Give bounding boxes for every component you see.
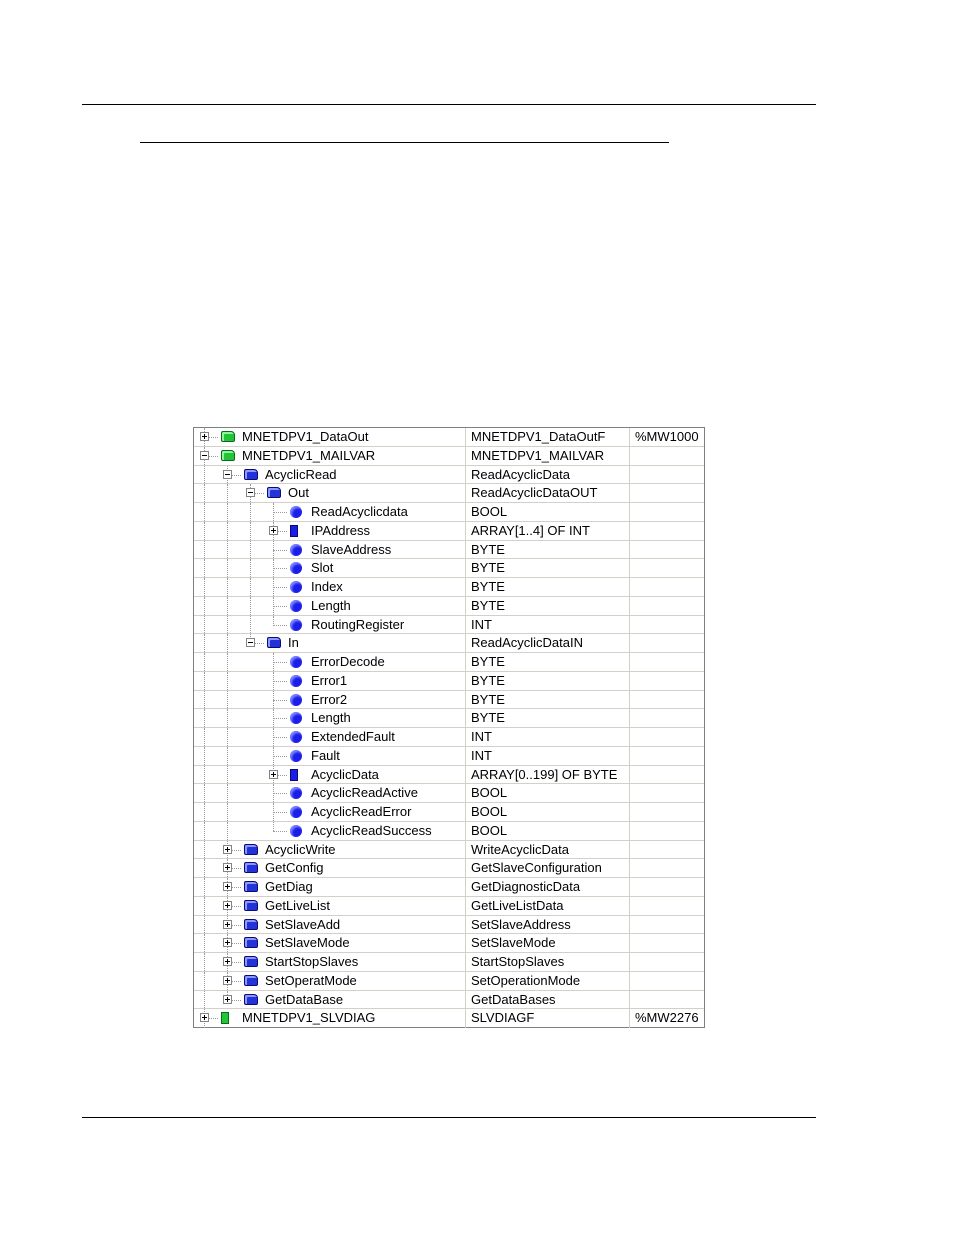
tree-row[interactable]: [194, 859, 704, 878]
tree-connector: [273, 662, 287, 663]
tree-guide-line: [204, 822, 205, 840]
variable-address: [630, 447, 711, 465]
name-cell[interactable]: [194, 522, 466, 540]
tree-connector: [273, 550, 287, 551]
variable-name: AcyclicReadSuccess: [311, 822, 432, 838]
collapse-icon[interactable]: [200, 451, 209, 460]
tree-guide-line: [204, 466, 205, 484]
variable-type: GetLiveListData: [466, 897, 630, 915]
variable-type: ReadAcyclicData: [466, 466, 630, 484]
variable-name: Error1: [311, 672, 348, 688]
variable-name: StartStopSlaves: [265, 954, 359, 969]
elementary-variable-icon: [290, 544, 302, 556]
expand-icon[interactable]: [269, 770, 278, 779]
name-cell[interactable]: [194, 766, 466, 784]
name-cell[interactable]: [194, 653, 466, 671]
variable-type: WriteAcyclicData: [466, 841, 630, 859]
tree-guide-line: [204, 934, 205, 952]
variable-type: GetDataBases: [466, 991, 630, 1009]
array-variable-icon: [221, 1012, 229, 1024]
tree-guide-line: [227, 766, 228, 784]
variable-type: BYTE: [466, 691, 630, 709]
tree-guide-line: [204, 559, 205, 577]
tree-guide-line: [204, 728, 205, 746]
elementary-variable-icon: [290, 600, 302, 612]
variable-name: GetConfig: [265, 860, 324, 876]
tree-guide-line: [250, 578, 251, 596]
tree-row[interactable]: [194, 916, 704, 935]
tree-row[interactable]: [194, 634, 704, 653]
variable-name: Slot: [311, 560, 334, 576]
tree-row[interactable]: [194, 803, 704, 822]
structure-element-icon: [244, 994, 258, 1005]
tree-connector: [273, 831, 287, 832]
tree-guide-line: [227, 691, 228, 709]
variable-name: SetOperatMode: [265, 972, 357, 988]
tree-row[interactable]: [194, 1009, 704, 1028]
variable-address: [630, 578, 711, 596]
variable-address: [630, 747, 711, 765]
name-cell[interactable]: [194, 916, 466, 934]
tree-guide-line: [204, 991, 205, 1009]
tree-connector: [273, 512, 287, 513]
name-cell[interactable]: [194, 822, 466, 840]
variable-tree-view[interactable]: [193, 427, 705, 1028]
variable-name: In: [288, 635, 299, 651]
elementary-variable-icon: [290, 506, 302, 518]
tree-guide-line: [204, 616, 205, 634]
name-cell[interactable]: [194, 447, 466, 465]
variable-type: BYTE: [466, 672, 630, 690]
tree-guide-line: [227, 822, 228, 840]
variable-address: [630, 991, 711, 1009]
variable-type: INT: [466, 747, 630, 765]
elementary-variable-icon: [290, 825, 302, 837]
name-cell[interactable]: [194, 841, 466, 859]
tree-guide-line: [227, 653, 228, 671]
structure-element-icon: [244, 844, 258, 855]
variable-name: GetDiag: [265, 879, 313, 894]
tree-guide-line: [227, 484, 228, 502]
variable-name: ReadAcyclicdata: [311, 504, 408, 519]
elementary-variable-icon: [290, 787, 302, 799]
elementary-variable-icon: [290, 694, 302, 706]
variable-address: [630, 953, 711, 971]
elementary-variable-icon: [290, 806, 302, 818]
variable-type: ReadAcyclicDataIN: [466, 634, 630, 652]
name-cell[interactable]: [194, 934, 466, 952]
variable-type: SLVDIAGF: [466, 1009, 630, 1028]
tree-row[interactable]: [194, 728, 704, 747]
variable-address: [630, 653, 711, 671]
tree-guide-line: [204, 691, 205, 709]
name-cell[interactable]: [194, 1009, 466, 1028]
variable-type: ARRAY[0..199] OF BYTE: [466, 766, 630, 784]
tree-connector: [273, 587, 287, 588]
tree-guide-line: [204, 972, 205, 990]
name-cell[interactable]: [194, 597, 466, 615]
variable-address: [630, 934, 711, 952]
tree-guide-line: [204, 541, 205, 559]
variable-name: RoutingRegister: [311, 616, 405, 632]
elementary-variable-icon: [290, 656, 302, 668]
structure-element-icon: [244, 937, 258, 948]
elementary-variable-icon: [290, 712, 302, 724]
array-element-icon: [290, 769, 298, 781]
variable-name: Length: [311, 710, 351, 726]
variable-name: SetSlaveMode: [265, 935, 350, 951]
expand-icon[interactable]: [223, 957, 232, 966]
variable-address: %MW2276: [635, 1010, 699, 1026]
variable-name: ErrorDecode: [311, 654, 385, 669]
tree-guide-line: [204, 672, 205, 690]
tree-row[interactable]: [194, 709, 704, 728]
variable-address: [630, 691, 711, 709]
tree-guide-line: [204, 709, 205, 727]
tree-guide-line: [227, 541, 228, 559]
tree-guide-line: [204, 747, 205, 765]
expand-icon[interactable]: [223, 976, 232, 985]
name-cell[interactable]: [194, 728, 466, 746]
structure-element-icon: [244, 862, 258, 873]
expand-icon[interactable]: [200, 1013, 209, 1022]
name-cell[interactable]: [194, 859, 466, 877]
collapse-icon[interactable]: [246, 488, 255, 497]
variable-type: BYTE: [466, 653, 630, 671]
variable-name: Index: [311, 579, 343, 594]
tree-row[interactable]: [194, 672, 704, 691]
tree-guide-line: [227, 634, 228, 652]
variable-name: SlaveAddress: [311, 541, 392, 557]
variable-type: INT: [466, 616, 630, 634]
tree-guide-line: [227, 503, 228, 521]
tree-connector: [273, 718, 287, 719]
variable-address: [630, 503, 711, 521]
structure-variable-icon: [221, 450, 235, 461]
name-cell[interactable]: [194, 672, 466, 690]
tree-connector: [273, 756, 287, 757]
tree-guide-line: [204, 897, 205, 915]
name-cell[interactable]: [194, 466, 466, 484]
variable-name: Fault: [311, 747, 340, 763]
variable-address: [630, 466, 711, 484]
tree-guide-line: [204, 841, 205, 859]
tree-guide-line: [204, 578, 205, 596]
tree-guide-line: [250, 522, 251, 540]
name-cell[interactable]: [194, 747, 466, 765]
tree-guide-line: [250, 541, 251, 559]
structure-element-icon: [244, 469, 258, 480]
variable-type: BYTE: [466, 709, 630, 727]
variable-address: [630, 484, 711, 502]
elementary-variable-icon: [290, 619, 302, 631]
expand-icon[interactable]: [200, 432, 209, 441]
elementary-variable-icon: [290, 562, 302, 574]
tree-guide-line: [227, 559, 228, 577]
variable-type: BOOL: [466, 784, 630, 802]
name-cell[interactable]: [194, 484, 466, 502]
tree-guide-line: [250, 503, 251, 521]
name-cell[interactable]: [194, 691, 466, 709]
expand-icon[interactable]: [223, 863, 232, 872]
tree-guide-line: [204, 916, 205, 934]
variable-address: [630, 672, 711, 690]
tree-row[interactable]: [194, 559, 704, 578]
name-cell[interactable]: [194, 709, 466, 727]
name-cell[interactable]: [194, 559, 466, 577]
variable-name: Out: [288, 485, 309, 501]
variable-name: AcyclicData: [311, 766, 379, 782]
variable-address: [630, 709, 711, 727]
tree-guide-line: [227, 784, 228, 802]
tree-row[interactable]: [194, 466, 704, 485]
elementary-variable-icon: [290, 675, 302, 687]
tree-connector: [273, 681, 287, 682]
tree-guide-line: [204, 653, 205, 671]
tree-row[interactable]: [194, 503, 704, 522]
tree-guide-line: [204, 503, 205, 521]
expand-icon[interactable]: [223, 995, 232, 1004]
tree-guide-line: [204, 597, 205, 615]
array-element-icon: [290, 525, 298, 537]
header-rule: [82, 104, 816, 105]
name-cell[interactable]: [194, 616, 466, 634]
tree-row[interactable]: [194, 578, 704, 597]
collapse-icon[interactable]: [223, 470, 232, 479]
name-cell[interactable]: [194, 972, 466, 990]
tree-row[interactable]: [194, 653, 704, 672]
tree-row[interactable]: [194, 897, 704, 916]
variable-type: StartStopSlaves: [466, 953, 630, 971]
name-cell[interactable]: [194, 897, 466, 915]
variable-type: GetDiagnosticData: [466, 878, 630, 896]
footer-rule: [82, 1117, 816, 1118]
tree-row[interactable]: [194, 766, 704, 785]
variable-name: MNETDPV1_MAILVAR: [242, 447, 376, 463]
structure-element-icon: [244, 919, 258, 930]
structure-element-icon: [244, 975, 258, 986]
name-cell[interactable]: [194, 991, 466, 1009]
tree-connector: [273, 625, 287, 626]
tree-guide-line: [204, 878, 205, 896]
tree-guide-line: [227, 747, 228, 765]
collapse-icon[interactable]: [246, 638, 255, 647]
variable-address: [630, 559, 711, 577]
variable-type: SetOperationMode: [466, 972, 630, 990]
name-cell[interactable]: [194, 541, 466, 559]
tree-guide-line: [204, 859, 205, 877]
variable-name: MNETDPV1_SLVDIAG: [242, 1010, 376, 1026]
tree-guide-line: [204, 634, 205, 652]
variable-name: AcyclicReadError: [311, 804, 412, 819]
variable-type: MNETDPV1_MAILVAR: [466, 447, 630, 465]
tree-row[interactable]: [194, 953, 704, 972]
structure-element-icon: [244, 956, 258, 967]
variable-type: BYTE: [466, 597, 630, 615]
variable-type: SetSlaveMode: [466, 934, 630, 952]
variable-type: GetSlaveConfiguration: [466, 859, 630, 877]
variable-name: Length: [311, 597, 351, 613]
expand-icon[interactable]: [269, 526, 278, 535]
variable-name: ExtendedFault: [311, 729, 395, 744]
structure-variable-icon: [221, 431, 235, 442]
tree-guide-line: [273, 822, 274, 831]
tree-guide-line: [250, 559, 251, 577]
tree-guide-line: [250, 616, 251, 634]
tree-connector: [273, 606, 287, 607]
variable-type: SetSlaveAddress: [466, 916, 630, 934]
variable-type: ReadAcyclicDataOUT: [466, 484, 630, 502]
tree-connector: [273, 700, 287, 701]
variable-type: BOOL: [466, 822, 630, 840]
structure-element-icon: [244, 900, 258, 911]
variable-address: [630, 616, 711, 634]
name-cell[interactable]: [194, 428, 466, 446]
variable-name: AcyclicRead: [265, 466, 337, 482]
tree-row[interactable]: [194, 447, 704, 466]
variable-address: [630, 784, 711, 802]
variable-address: [630, 766, 711, 784]
variable-type: INT: [466, 728, 630, 746]
tree-row[interactable]: [194, 522, 704, 541]
variable-type: BOOL: [466, 803, 630, 821]
tree-connector: [273, 737, 287, 738]
tree-row[interactable]: [194, 822, 704, 841]
tree-row[interactable]: [194, 541, 704, 560]
expand-icon[interactable]: [223, 901, 232, 910]
tree-guide-line: [227, 709, 228, 727]
tree-guide-line: [227, 728, 228, 746]
tree-row[interactable]: [194, 616, 704, 635]
tree-guide-line: [227, 672, 228, 690]
tree-row[interactable]: [194, 934, 704, 953]
tree-guide-line: [227, 578, 228, 596]
tree-row[interactable]: [194, 597, 704, 616]
tree-guide-line: [250, 597, 251, 615]
variable-address: [630, 878, 711, 896]
variable-address: [630, 916, 711, 934]
variable-address: [630, 803, 711, 821]
variable-address: [630, 859, 711, 877]
variable-address: [630, 728, 711, 746]
tree-row[interactable]: [194, 747, 704, 766]
variable-type: ARRAY[1..4] OF INT: [466, 522, 630, 540]
variable-address: [630, 972, 711, 990]
name-cell[interactable]: [194, 634, 466, 652]
elementary-variable-icon: [290, 581, 302, 593]
variable-address: [630, 897, 711, 915]
tree-guide-line: [204, 953, 205, 971]
expand-icon[interactable]: [223, 845, 232, 854]
tree-guide-line: [227, 616, 228, 634]
tree-guide-line: [204, 784, 205, 802]
variable-name: MNETDPV1_DataOut: [242, 429, 369, 444]
tree-row[interactable]: [194, 784, 704, 803]
tree-connector: [273, 568, 287, 569]
name-cell[interactable]: [194, 953, 466, 971]
variable-address: [630, 522, 711, 540]
name-cell[interactable]: [194, 503, 466, 521]
variable-type: BYTE: [466, 578, 630, 596]
variable-name: GetDataBase: [265, 991, 344, 1007]
variable-address: %MW1000: [635, 429, 699, 444]
tree-guide-line: [204, 803, 205, 821]
variable-type: MNETDPV1_DataOutF: [466, 428, 630, 446]
variable-name: GetLiveList: [265, 897, 331, 913]
tree-row[interactable]: [194, 991, 704, 1010]
variable-type: BOOL: [466, 503, 630, 521]
tree-row[interactable]: [194, 972, 704, 991]
structure-element-icon: [267, 637, 281, 648]
variable-address: [630, 541, 711, 559]
variable-type: BYTE: [466, 559, 630, 577]
tree-row[interactable]: [194, 428, 704, 447]
tree-row[interactable]: [194, 484, 704, 503]
structure-element-icon: [267, 487, 281, 498]
tree-guide-line: [227, 522, 228, 540]
tree-connector: [273, 812, 287, 813]
variable-name: AcyclicReadActive: [311, 785, 418, 801]
expand-icon[interactable]: [223, 920, 232, 929]
variable-address: [630, 841, 711, 859]
name-cell[interactable]: [194, 803, 466, 821]
structure-element-icon: [244, 881, 258, 892]
variable-name: SetSlaveAdd: [265, 916, 341, 932]
elementary-variable-icon: [290, 750, 302, 762]
elementary-variable-icon: [290, 731, 302, 743]
tree-row[interactable]: [194, 878, 704, 897]
tree-row[interactable]: [194, 691, 704, 710]
tree-guide-line: [204, 484, 205, 502]
variable-address: [630, 822, 711, 840]
variable-name: IPAddress: [311, 522, 371, 538]
tree-connector: [273, 793, 287, 794]
tree-guide-line: [227, 803, 228, 821]
tree-guide-line: [204, 522, 205, 540]
section-title-rule: [140, 142, 669, 143]
variable-name: Error2: [311, 691, 348, 707]
name-cell[interactable]: [194, 878, 466, 896]
tree-row[interactable]: [194, 841, 704, 860]
expand-icon[interactable]: [223, 882, 232, 891]
tree-guide-line: [273, 616, 274, 625]
name-cell[interactable]: [194, 578, 466, 596]
variable-name: AcyclicWrite: [265, 841, 336, 857]
variable-address: [630, 634, 711, 652]
variable-type: BYTE: [466, 541, 630, 559]
expand-icon[interactable]: [223, 938, 232, 947]
variable-address: [630, 597, 711, 615]
tree-guide-line: [204, 766, 205, 784]
name-cell[interactable]: [194, 784, 466, 802]
tree-guide-line: [227, 597, 228, 615]
